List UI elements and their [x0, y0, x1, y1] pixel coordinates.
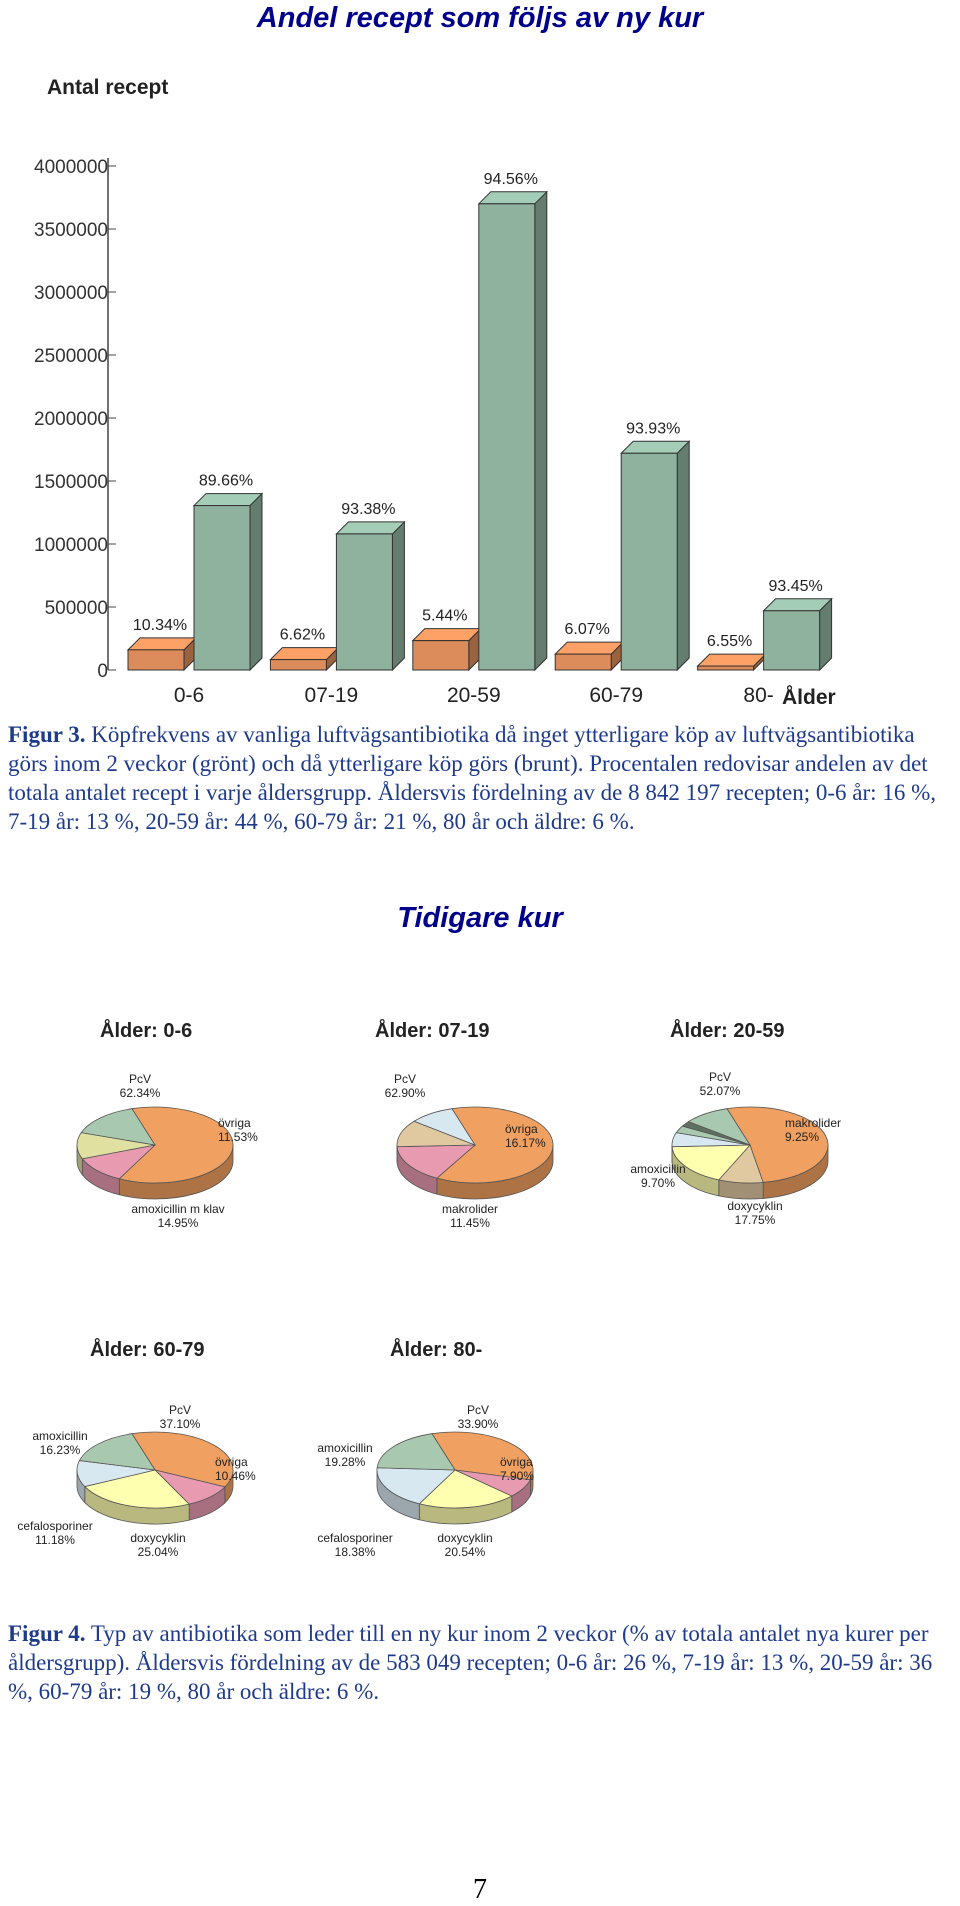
y-tick-label: 3000000	[34, 283, 108, 304]
page-title: Andel recept som följs av ny kur	[0, 2, 960, 35]
bar-top	[621, 441, 689, 453]
y-tick-label: 0	[97, 661, 108, 682]
pie-slice-value: 16.23%	[40, 1443, 81, 1457]
bar	[413, 641, 469, 670]
x-tick-label: 07-19	[305, 684, 359, 707]
pie-title: Ålder: 20-59	[670, 1018, 785, 1042]
pie-title: Ålder: 0-6	[100, 1018, 192, 1042]
bar-value-label: 6.62%	[280, 627, 325, 644]
pie-slice-label: amoxicillin	[32, 1429, 87, 1443]
bar	[764, 611, 820, 670]
pie-slice-value: 10.46%	[215, 1469, 256, 1483]
x-tick-label: 80-	[743, 684, 773, 707]
pie-slice-value: 14.95%	[158, 1216, 199, 1230]
bar-top	[479, 192, 547, 204]
figure-4-text: Typ av antibiotika som leder till en ny kur inom 2 veckor (% av totala antalet nya kurer per åldersgrupp). Åldersvis fördelning av de 583 049 recepten; 0-6 år: 26 %, 7-19 år: 13 %, 20-59 år: 36 %, 60-79 år: 19 %, 80 år och äldre: 6 %.	[8, 1621, 932, 1704]
pie-slice-label: PcV	[169, 1403, 191, 1417]
bar-side	[392, 522, 404, 670]
pie-slice-value: 62.34%	[120, 1086, 161, 1100]
bar	[555, 654, 611, 670]
bar-value-label: 5.44%	[422, 608, 467, 625]
bar-value-label: 94.56%	[484, 171, 538, 188]
pie-slice-value: 11.18%	[35, 1533, 75, 1547]
bar-value-label: 93.93%	[626, 420, 680, 437]
pie-title: Ålder: 80-	[390, 1337, 482, 1361]
pie-chart-age-60-79	[0, 1330, 320, 1560]
pie-slice-label: övriga	[505, 1122, 538, 1136]
figure-4-label: Figur 4.	[8, 1621, 86, 1646]
y-tick-label: 4000000	[34, 157, 108, 178]
bar	[194, 506, 250, 670]
pie-slice-value: 7.90%	[500, 1469, 534, 1483]
pie-slice-label: doxycyklin	[130, 1531, 185, 1545]
bar-top	[270, 648, 338, 660]
pie-chart-age-80	[300, 1330, 620, 1560]
pie-slice-label: övriga	[215, 1455, 248, 1469]
x-tick-label: 20-59	[447, 684, 501, 707]
pie-slice-label: PcV	[467, 1403, 489, 1417]
pie-slice-label: övriga	[218, 1116, 251, 1130]
figure-3-label: Figur 3.	[8, 722, 86, 747]
pie-slice-value: 33.90%	[458, 1417, 499, 1431]
pie-slice-label: doxycyklin	[437, 1531, 492, 1545]
pie-slice-label: makrolider	[785, 1116, 841, 1130]
bar	[336, 534, 392, 670]
y-tick-label: 1000000	[34, 535, 108, 556]
y-tick-label: 2500000	[34, 346, 108, 367]
pie-slice-value: 20.54%	[445, 1545, 486, 1559]
bar	[479, 204, 535, 670]
pie-slice-value: 18.38%	[335, 1545, 376, 1559]
bar-top	[336, 522, 404, 534]
bar-value-label: 6.07%	[565, 621, 610, 638]
pie-section-title: Tidigare kur	[0, 902, 960, 935]
pie-slice-label: övriga	[500, 1455, 533, 1469]
bar-value-label: 93.45%	[768, 578, 822, 595]
x-axis-label: Ålder	[782, 685, 836, 709]
pie-slice-value: 52.07%	[700, 1084, 741, 1098]
bar-side	[677, 441, 689, 670]
bar-chart	[0, 60, 960, 710]
pie-title: Ålder: 60-79	[90, 1337, 205, 1361]
pie-slice-label: makrolider	[442, 1202, 498, 1216]
pie-chart-age-07-19	[320, 1005, 640, 1235]
figure-3-text: Köpfrekvens av vanliga luftvägsantibiotika då inget ytterligare köp av luftvägsantibiotika görs inom 2 veckor (grönt) och då ytterligare köp görs (brunt). Procentalen redovisar andelen av det totala antalet recept i varje åldersgrupp. Åldersvis fördelning av de 8 842 197 recepten; 0-6 år: 16 %, 7-19 år: 13 %, 20-59 år: 44 %, 60-79 år: 21 %, 80 år och äldre: 6 %.	[8, 722, 936, 834]
bar-top	[698, 654, 766, 666]
bar-value-label: 93.38%	[341, 501, 395, 518]
pie-slice-value: 9.70%	[641, 1176, 675, 1190]
x-tick-label: 0-6	[174, 684, 204, 707]
pie-slice-value: 11.53%	[218, 1130, 258, 1144]
pie-slice-label: PcV	[129, 1072, 151, 1086]
bar-top	[764, 599, 832, 611]
bar	[270, 660, 326, 670]
y-tick-label: 2000000	[34, 409, 108, 430]
bar-top	[413, 629, 481, 641]
pie-chart-age-0-6	[0, 1005, 320, 1235]
pie-slice-value: 17.75%	[735, 1213, 776, 1227]
bar-top	[128, 638, 196, 650]
page-number: 7	[0, 1874, 960, 1906]
pie-slice-label: cefalosporiner	[317, 1531, 392, 1545]
y-tick-label: 3500000	[34, 220, 108, 241]
y-axis-label: Antal recept	[47, 76, 168, 99]
pie-slice-value: 16.17%	[505, 1136, 546, 1150]
bar	[698, 666, 754, 670]
figure-3-caption	[8, 720, 956, 836]
figure-4-caption	[8, 1619, 956, 1706]
pie-slice-value: 37.10%	[160, 1417, 201, 1431]
bar-side	[250, 494, 262, 670]
pie-slice-value: 25.04%	[138, 1545, 179, 1559]
pie-slice-label: PcV	[394, 1072, 416, 1086]
bar-value-label: 89.66%	[199, 473, 253, 490]
pie-title: Ålder: 07-19	[375, 1018, 490, 1042]
pie-slice-value: 9.25%	[785, 1130, 819, 1144]
y-tick-label: 1500000	[34, 472, 108, 493]
x-tick-label: 60-79	[589, 684, 643, 707]
bar-value-label: 6.55%	[707, 633, 752, 650]
pie-slice-label: PcV	[709, 1070, 731, 1084]
bar	[621, 453, 677, 670]
pie-chart-age-20-59	[600, 1005, 960, 1235]
pie-slice-value: 11.45%	[450, 1216, 490, 1230]
bar-value-label: 10.34%	[133, 617, 187, 634]
bar-top	[194, 494, 262, 506]
bar-side	[535, 192, 547, 670]
pie-slice-value: 62.90%	[385, 1086, 426, 1100]
pie-slice-label: amoxicillin m klav	[131, 1202, 224, 1216]
pie-slice-label: cefalosporiner	[17, 1519, 92, 1533]
pie-slice-value: 19.28%	[325, 1455, 366, 1469]
bar	[128, 650, 184, 670]
y-tick-label: 500000	[45, 598, 108, 619]
pie-slice-label: doxycyklin	[727, 1199, 782, 1213]
pie-slice-label: amoxicillin	[630, 1162, 685, 1176]
bar-top	[555, 642, 623, 654]
pie-slice-label: amoxicillin	[317, 1441, 372, 1455]
